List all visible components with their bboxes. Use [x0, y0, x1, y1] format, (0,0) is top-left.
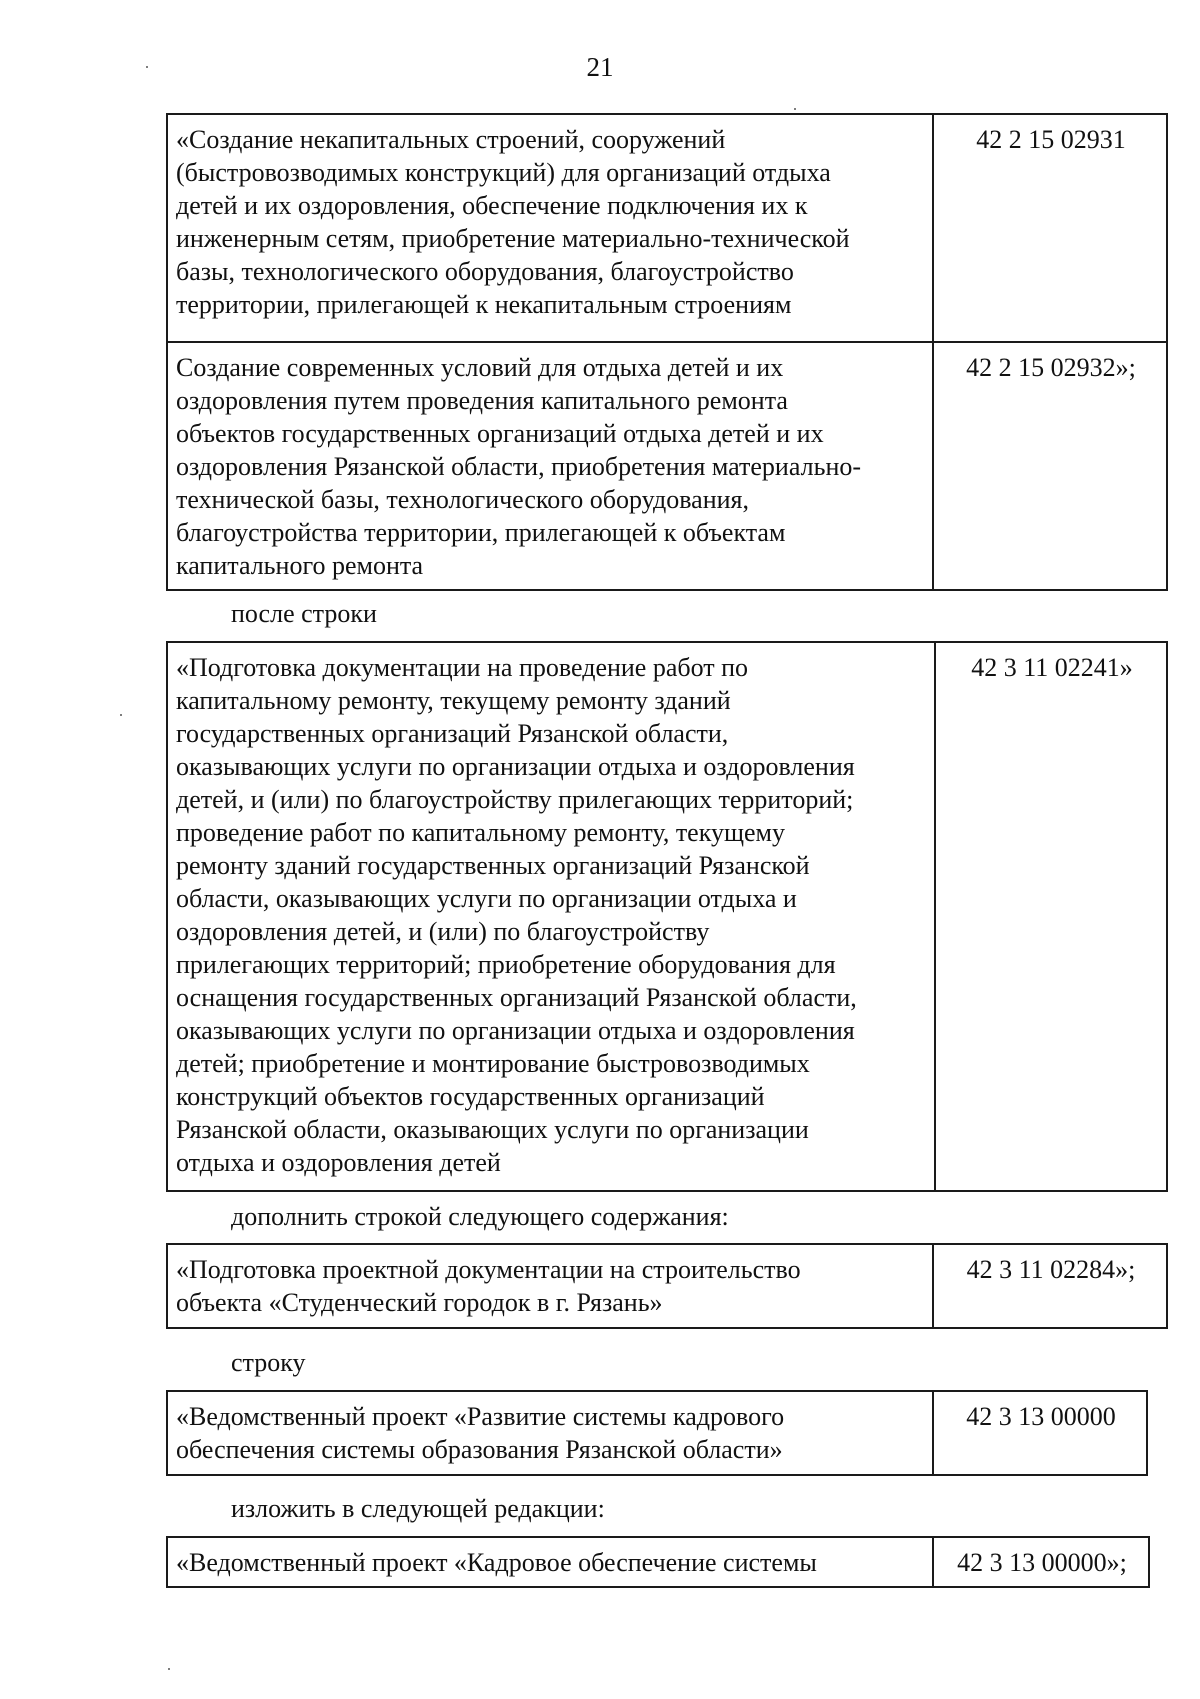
table-row	[167, 342, 1167, 590]
table-row	[167, 1244, 1167, 1328]
text-line: Рязанской области, оказывающих услуги по организации	[176, 1115, 809, 1144]
classification-table-5	[166, 1536, 1150, 1588]
row-code: 42 3 13 00000	[933, 1391, 1147, 1475]
instruction-restate: изложить в следующей редакции:	[231, 1494, 605, 1523]
classification-table-1	[166, 113, 1168, 591]
row-code: 42 3 11 02241»	[935, 642, 1167, 1191]
text-line: «Подготовка документации на проведение работ по	[176, 653, 749, 682]
instruction-row-label: строку	[231, 1348, 306, 1377]
row-description	[167, 642, 935, 1191]
table-row	[167, 1391, 1147, 1475]
text-line: «Ведомственный проект «Развитие системы кадрового	[176, 1402, 785, 1431]
table-row	[167, 642, 1167, 1191]
text-line: «Создание некапитальных строений, сооружений	[176, 125, 726, 154]
table-row	[167, 1537, 1149, 1587]
scan-speck	[794, 108, 796, 110]
row-code: 42 2 15 02931	[933, 114, 1167, 342]
text-line: отдыха и оздоровления детей	[176, 1148, 501, 1177]
text-line: оздоровления детей, и (или) по благоустройству	[176, 917, 710, 946]
classification-table-4	[166, 1390, 1148, 1476]
row-description	[167, 1391, 933, 1475]
classification-table-2	[166, 641, 1168, 1192]
text-line: «Ведомственный проект «Кадровое обеспечение системы	[176, 1548, 817, 1577]
row-code: 42 3 11 02284»;	[933, 1244, 1167, 1328]
page-number: 21	[586, 52, 614, 82]
text-line: оказывающих услуги по организации отдыха и оздоровления	[176, 752, 855, 781]
scan-speck	[146, 66, 148, 68]
text-line: технической базы, технологического оборудования,	[176, 485, 749, 514]
row-description	[167, 114, 933, 342]
row-description	[167, 1537, 933, 1587]
row-code: 42 2 15 02932»;	[933, 342, 1167, 590]
text-line: детей и их оздоровления, обеспечение подключения их к	[176, 191, 808, 220]
text-line: оснащения государственных организаций Рязанской области,	[176, 983, 857, 1012]
scan-speck	[168, 1668, 170, 1670]
text-line: детей; приобретение и монтирование быстровозводимых	[176, 1049, 810, 1078]
row-code: 42 3 13 00000»;	[933, 1537, 1149, 1587]
text-line: оздоровления Рязанской области, приобретения материально-	[176, 452, 862, 481]
text-line: оздоровления путем проведения капитального ремонта	[176, 386, 788, 415]
text-line: ремонту зданий государственных организаций Рязанской	[176, 851, 810, 880]
text-line: объекта «Студенческий городок в г. Рязань»	[176, 1288, 663, 1317]
text-line: объектов государственных организаций отдыха детей и их	[176, 419, 824, 448]
text-line: благоустройства территории, прилегающей к объектам	[176, 518, 786, 547]
instruction-add-row: дополнить строкой следующего содержания:	[231, 1202, 729, 1231]
text-line: (быстровозводимых конструкций) для организаций отдыха	[176, 158, 831, 187]
text-line: базы, технологического оборудования, благоустройство	[176, 257, 794, 286]
text-line: государственных организаций Рязанской области,	[176, 719, 729, 748]
text-line: территории, прилегающей к некапитальным строениям	[176, 290, 792, 319]
text-line: капитальному ремонту, текущему ремонту зданий	[176, 686, 731, 715]
classification-table-3	[166, 1243, 1168, 1329]
text-line: детей, и (или) по благоустройству прилегающих территорий;	[176, 785, 854, 814]
text-line: конструкций объектов государственных организаций	[176, 1082, 765, 1111]
text-line: инженерным сетям, приобретение материально-технической	[176, 224, 850, 253]
text-line: оказывающих услуги по организации отдыха и оздоровления	[176, 1016, 855, 1045]
row-description	[167, 1244, 933, 1328]
text-line: Создание современных условий для отдыха детей и их	[176, 353, 784, 382]
text-line: проведение работ по капитальному ремонту, текущему	[176, 818, 785, 847]
row-description	[167, 342, 933, 590]
text-line: области, оказывающих услуги по организации отдыха и	[176, 884, 797, 913]
scan-speck	[120, 714, 122, 716]
text-line: прилегающих территорий; приобретение оборудования для	[176, 950, 836, 979]
text-line: капитального ремонта	[176, 551, 424, 580]
text-line: «Подготовка проектной документации на строительство	[176, 1255, 801, 1284]
table-row	[167, 114, 1167, 342]
text-line: обеспечения системы образования Рязанской области»	[176, 1435, 783, 1464]
instruction-after-row: после строки	[231, 599, 377, 628]
